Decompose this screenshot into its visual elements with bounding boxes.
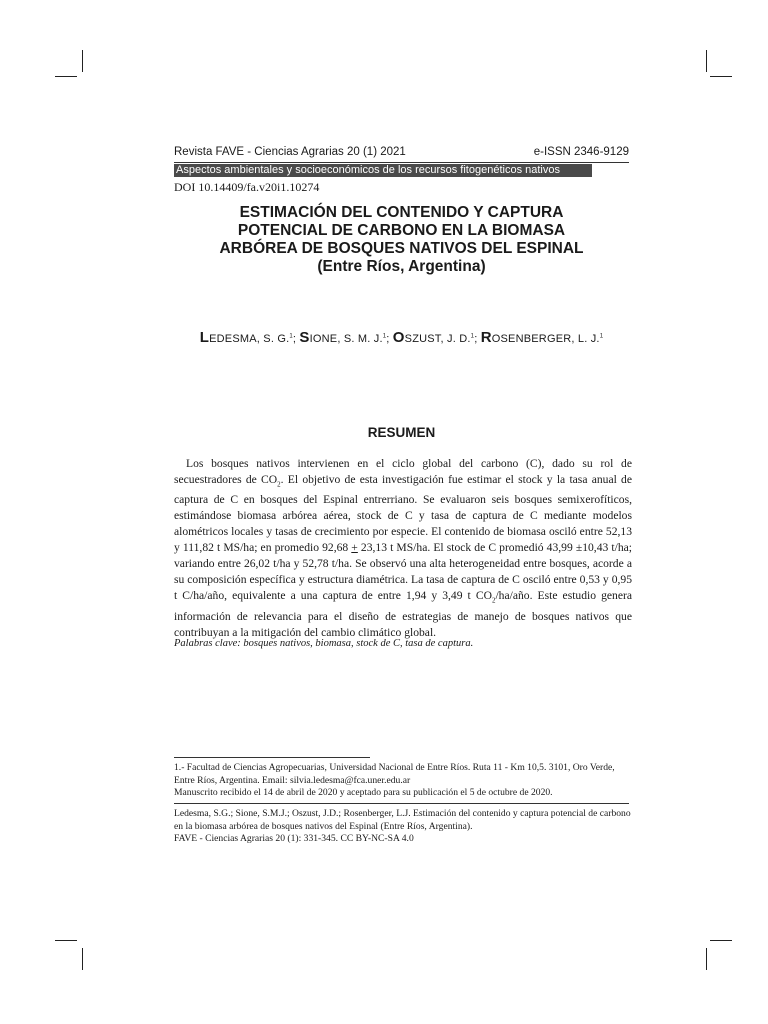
title-line: POTENCIAL DE CARBONO EN LA BIOMASA bbox=[237, 222, 566, 239]
crop-mark bbox=[82, 50, 83, 72]
citation-ref: FAVE - Ciencias Agrarias 20 (1): 331-345. CC BY-NC-SA 4.0 bbox=[174, 833, 414, 844]
crop-mark bbox=[82, 948, 83, 970]
issn: e-ISSN 2346-9129 bbox=[533, 146, 629, 158]
author: OSZUST, J. D.$^1$; bbox=[392, 329, 481, 346]
running-header bbox=[174, 146, 629, 158]
title-line: (Entre Ríos, Argentina) bbox=[317, 258, 486, 275]
manuscript-dates: Manuscrito recibido el 14 de abril de 2020 y aceptado para su publicación el 5 de octubre de 2020. bbox=[174, 787, 553, 798]
section-bar: Aspectos ambientales y socioeconómicos de los recursos fitogenéticos nativos bbox=[174, 164, 592, 177]
doi: DOI 10.14409/fa.v20i1.10274 bbox=[174, 180, 320, 194]
citation bbox=[174, 808, 632, 846]
crop-mark bbox=[706, 50, 707, 72]
title-line: ESTIMACIÓN DEL CONTENIDO Y CAPTURA bbox=[239, 204, 564, 221]
header-rule bbox=[174, 162, 629, 163]
author: LEDESMA, S. G.$^1$; bbox=[199, 329, 300, 346]
journal-name: Revista FAVE - Ciencias Agrarias 20 (1) 2021 bbox=[174, 146, 406, 158]
crop-mark bbox=[55, 76, 77, 77]
abstract-heading: RESUMEN bbox=[367, 425, 436, 440]
article-title bbox=[174, 204, 629, 276]
footnote bbox=[174, 762, 632, 800]
crop-mark bbox=[55, 940, 77, 941]
crop-mark bbox=[706, 948, 707, 970]
title-line: ARBÓREA DE BOSQUES NATIVOS DEL ESPINAL bbox=[219, 240, 584, 257]
abstract-paragraph: Los bosques nativos intervienen en el ciclo global del carbono (C), dado su rol de secuestradores de $CO_2$. El objetivo de esta investigación fue estimar el stock y la tasa anual de captura de C en bosques del Espinal entrerriano. Se evaluaron seis bosques semixerofíticos, estimándose biomasa arbórea aérea, stock de C y tasa de captura de C mediante modelos alométricos locales y tasas de crecimiento por especie. El contenido de biomasa osciló entre 52,13 y 111,82 t MS/ha; en promedio 92,68 + 23,13 t MS/ha. El stock de C promedió 43,99 ±10,43 t/ha; variando entre 26,02 t/ha y 52,78 t/ha. Se observó una alta heterogeneidad entre bosques, acorde a su composición específica y estructura diamétrica. La tasa de captura de C osciló entre 0,53 y 0,95 t C/ha/año, equivalente a una captura de entre 1,94 y 3,49 t $CO_2/ha$/año. Este estudio genera información de relevancia para el diseño de estrategias de manejo de bosques nativos que contribuyan a la mitigación del cambio climático global. bbox=[174, 457, 632, 639]
author: SIONE, S. M. J.$^1$; bbox=[299, 329, 393, 346]
author-list bbox=[174, 329, 629, 346]
keywords: Palabras clave: bosques nativos, biomasa, stock de C, tasa de captura. bbox=[174, 638, 474, 649]
citation-text: Ledesma, S.G.; Sione, S.M.J.; Oszust, J.D.; Rosenberger, L.J. Estimación del contenido y captura potencial de carbono en la biomasa arbórea de bosques nativos del Espinal (Entre Ríos, Argentina). bbox=[174, 808, 631, 832]
citation-rule bbox=[174, 803, 629, 804]
footnote-rule bbox=[174, 757, 370, 758]
author: ROSENBERGER, L. J.$^1$ bbox=[480, 329, 604, 346]
crop-mark bbox=[710, 940, 732, 941]
abstract-body bbox=[174, 456, 632, 641]
affiliation: 1.- Facultad de Ciencias Agropecuarias, Universidad Nacional de Entre Ríos. Ruta 11 - Km 10,5. 3101, Oro Verde, Entre Ríos, Argentina. Email: silvia.ledesma@fca.uner.edu.ar bbox=[174, 762, 615, 786]
crop-mark bbox=[710, 76, 732, 77]
